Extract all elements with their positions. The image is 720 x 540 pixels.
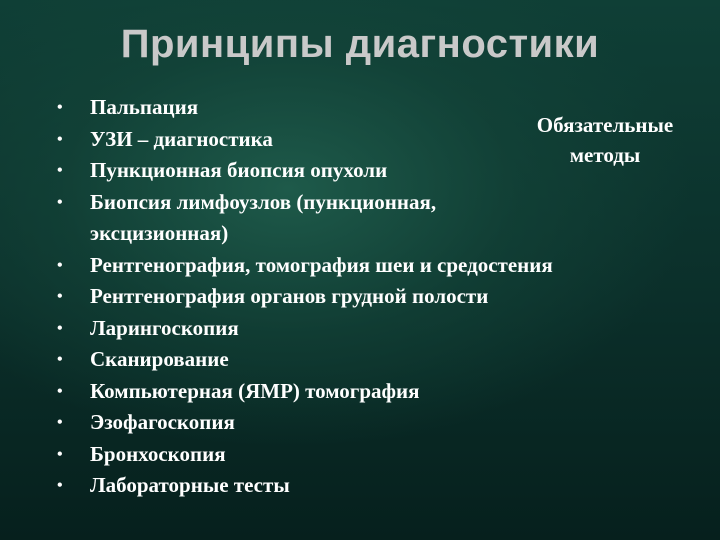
bullet-icon: • bbox=[57, 445, 63, 463]
bullet-icon: • bbox=[57, 288, 63, 305]
list-item-text: Эзофагоскопия bbox=[90, 410, 235, 434]
list-item-text: Бронхоскопия bbox=[90, 441, 226, 466]
slide-title: Принципы диагностики bbox=[120, 22, 600, 66]
mandatory-methods-line2: методы bbox=[569, 143, 641, 167]
list-item bbox=[52, 407, 692, 439]
list-item-text: Пункционная биопсия опухоли bbox=[90, 158, 388, 182]
list-item-text: Ларингоскопия bbox=[90, 315, 239, 340]
bullet-icon: • bbox=[57, 382, 63, 400]
list-item-text: Биопсия лимфоузлов (пункционная, эксцизионная) bbox=[90, 189, 437, 245]
list-item bbox=[52, 187, 510, 250]
bullet-icon: • bbox=[57, 130, 63, 148]
bullet-icon: • bbox=[57, 193, 63, 211]
list-item-text: Сканирование bbox=[90, 347, 229, 371]
list-item bbox=[52, 250, 692, 282]
bullet-icon: • bbox=[57, 162, 63, 179]
bullet-icon: • bbox=[57, 256, 63, 274]
list-item-text: Рентгенография органов грудной полости bbox=[90, 284, 489, 308]
mandatory-methods-line1: Обязательные bbox=[536, 113, 674, 137]
list-item bbox=[52, 470, 692, 502]
list-item-text: УЗИ – диагностика bbox=[90, 126, 273, 151]
list-item-text: Лабораторные тесты bbox=[90, 473, 290, 497]
list-item bbox=[52, 376, 692, 408]
list-item bbox=[52, 439, 692, 471]
mandatory-methods-note bbox=[520, 110, 690, 170]
list-item-text: Компьютерная (ЯМР) томография bbox=[90, 378, 420, 403]
bullet-icon: • bbox=[57, 319, 63, 337]
list-item-text: Рентгенография, томография шеи и средостения bbox=[90, 252, 553, 277]
list-item-text: Пальпация bbox=[90, 95, 199, 119]
list-item bbox=[52, 344, 692, 376]
bullet-icon: • bbox=[57, 351, 63, 368]
list-item bbox=[52, 313, 692, 345]
list-item bbox=[52, 281, 692, 313]
bullet-icon: • bbox=[57, 99, 63, 116]
bullet-icon: • bbox=[57, 414, 63, 431]
bullet-icon: • bbox=[57, 477, 63, 494]
